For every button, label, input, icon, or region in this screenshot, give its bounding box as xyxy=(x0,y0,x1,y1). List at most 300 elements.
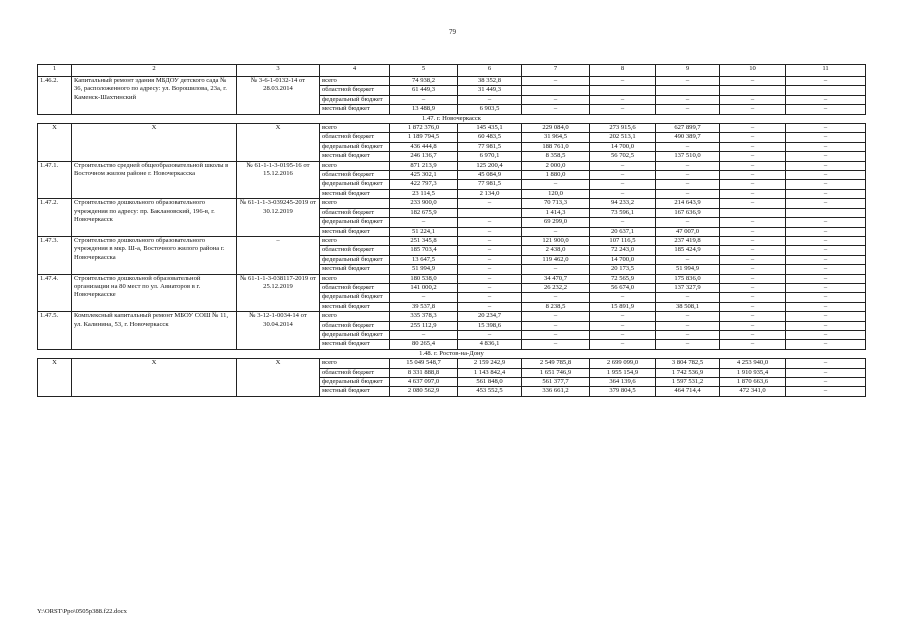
value-cell: – xyxy=(458,274,522,283)
value-cell: – xyxy=(786,312,866,321)
value-cell: 2 000,0 xyxy=(522,161,590,170)
value-cell: 125 200,4 xyxy=(458,161,522,170)
value-cell: – xyxy=(720,161,786,170)
value-cell: – xyxy=(656,142,720,151)
value-cell: – xyxy=(786,161,866,170)
value-cell: 6 903,5 xyxy=(458,105,522,114)
value-cell: – xyxy=(786,359,866,368)
value-cell: – xyxy=(590,321,656,330)
value-cell: – xyxy=(656,321,720,330)
column-header: 5 xyxy=(390,65,458,77)
item-name: Капитальный ремонт здания МБДОУ детского сада № 36, расположенного по адресу: ул. Ворошилова, 23а, г. Каменск-Шахтинский xyxy=(72,77,237,115)
value-cell: – xyxy=(720,312,786,321)
value-cell: – xyxy=(786,340,866,349)
value-cell: 237 419,8 xyxy=(656,236,720,245)
value-cell: – xyxy=(720,255,786,264)
value-cell: 8 331 888,8 xyxy=(390,368,458,377)
value-cell: – xyxy=(458,283,522,292)
item-code: № 61-1-1-3-0195-16 от 15.12.2016 xyxy=(237,161,320,199)
value-cell: 14 700,0 xyxy=(590,142,656,151)
value-cell: – xyxy=(390,218,458,227)
value-cell: 379 804,5 xyxy=(590,387,656,396)
value-cell: 182 675,9 xyxy=(390,208,458,217)
value-cell: – xyxy=(590,189,656,198)
value-cell: 175 836,0 xyxy=(656,274,720,283)
value-cell: 2 080 562,9 xyxy=(390,387,458,396)
value-cell: – xyxy=(590,105,656,114)
funding-source: местный бюджет xyxy=(320,227,390,236)
section-row xyxy=(38,349,866,358)
item-name: X xyxy=(72,124,237,162)
value-cell: – xyxy=(720,152,786,161)
value-cell: 119 462,0 xyxy=(522,255,590,264)
value-cell: – xyxy=(590,171,656,180)
value-cell: – xyxy=(458,218,522,227)
table-row xyxy=(38,274,866,283)
value-cell: – xyxy=(458,246,522,255)
value-cell: – xyxy=(720,265,786,274)
value-cell: – xyxy=(522,227,590,236)
item-name: Строительство дошкольной образовательной организации на 80 мест по ул. Авиаторов в г. Новочеркасске xyxy=(72,274,237,312)
value-cell: 180 538,0 xyxy=(390,274,458,283)
footer-file-path: Y:\ORST\Ppo\0505p388.f22.docx xyxy=(37,608,127,615)
item-number: 1.47.4. xyxy=(38,274,72,312)
value-cell: 1 189 794,5 xyxy=(390,133,458,142)
value-cell: 251 345,8 xyxy=(390,236,458,245)
value-cell: – xyxy=(458,330,522,339)
value-cell: – xyxy=(786,378,866,387)
value-cell: 364 139,6 xyxy=(590,378,656,387)
item-code: № 61-1-1-3-039245-2019 от 30.12.2019 xyxy=(237,199,320,237)
funding-source: всего xyxy=(320,161,390,170)
value-cell: – xyxy=(720,246,786,255)
value-cell: 38 508,1 xyxy=(656,302,720,311)
value-cell: – xyxy=(590,293,656,302)
value-cell: – xyxy=(590,312,656,321)
value-cell: 4 253 940,0 xyxy=(720,359,786,368)
value-cell: 72 243,0 xyxy=(590,246,656,255)
value-cell xyxy=(720,86,786,95)
value-cell: 31 964,5 xyxy=(522,133,590,142)
value-cell: 436 444,8 xyxy=(390,142,458,151)
value-cell: – xyxy=(786,95,866,104)
funding-source: местный бюджет xyxy=(320,152,390,161)
item-name: Строительство дошкольного образовательного учреждения в мкр. Ш-а, Восточного жилого района г. Новочеркасска xyxy=(72,236,237,274)
funding-source: местный бюджет xyxy=(320,105,390,114)
value-cell: 56 674,0 xyxy=(590,283,656,292)
funding-source: всего xyxy=(320,124,390,133)
value-cell: – xyxy=(390,293,458,302)
value-cell: – xyxy=(720,321,786,330)
value-cell: – xyxy=(656,330,720,339)
value-cell: 1 880,0 xyxy=(522,171,590,180)
value-cell xyxy=(786,86,866,95)
value-cell: – xyxy=(522,105,590,114)
column-header: 1 xyxy=(38,65,72,77)
value-cell: – xyxy=(720,227,786,236)
table-row xyxy=(38,77,866,86)
value-cell: 60 483,5 xyxy=(458,133,522,142)
value-cell: – xyxy=(786,246,866,255)
value-cell: 4 836,1 xyxy=(458,340,522,349)
value-cell: – xyxy=(786,105,866,114)
funding-source: местный бюджет xyxy=(320,265,390,274)
value-cell: 185 703,4 xyxy=(390,246,458,255)
value-cell: 137 510,0 xyxy=(656,152,720,161)
value-cell: 3 804 782,5 xyxy=(656,359,720,368)
value-cell xyxy=(786,208,866,217)
value-cell: 1 872 376,0 xyxy=(390,124,458,133)
value-cell: 1 143 842,4 xyxy=(458,368,522,377)
funding-source: всего xyxy=(320,199,390,208)
value-cell: – xyxy=(720,142,786,151)
value-cell: 77 981,5 xyxy=(458,142,522,151)
item-code: № 3-6-1-0132-14 от 28.03.2014 xyxy=(237,77,320,115)
page-number: 79 xyxy=(449,28,456,36)
table-header-row xyxy=(38,65,866,77)
value-cell: 107 116,5 xyxy=(590,236,656,245)
column-header: 3 xyxy=(237,65,320,77)
value-cell: – xyxy=(656,105,720,114)
column-header: 9 xyxy=(656,65,720,77)
column-header: 8 xyxy=(590,65,656,77)
value-cell: 627 899,7 xyxy=(656,124,720,133)
item-name: Строительство средней общеобразовательной школы в Восточном жилом районе г. Новочеркасска xyxy=(72,161,237,199)
value-cell: 2 438,0 xyxy=(522,246,590,255)
value-cell: 2 134,0 xyxy=(458,189,522,198)
value-cell: 14 700,0 xyxy=(590,255,656,264)
value-cell: – xyxy=(522,321,590,330)
value-cell: 34 470,7 xyxy=(522,274,590,283)
value-cell: – xyxy=(720,330,786,339)
value-cell: – xyxy=(522,312,590,321)
value-cell: – xyxy=(786,283,866,292)
value-cell: 77 981,5 xyxy=(458,180,522,189)
value-cell: 23 114,5 xyxy=(390,189,458,198)
value-cell: – xyxy=(720,199,786,208)
value-cell: – xyxy=(590,180,656,189)
value-cell xyxy=(590,86,656,95)
value-cell: 13 647,5 xyxy=(390,255,458,264)
value-cell: – xyxy=(458,199,522,208)
value-cell: – xyxy=(786,77,866,86)
value-cell: – xyxy=(720,274,786,283)
funding-source: всего xyxy=(320,77,390,86)
value-cell: – xyxy=(590,218,656,227)
value-cell: 74 938,2 xyxy=(390,77,458,86)
value-cell: – xyxy=(590,161,656,170)
value-cell: 51 994,9 xyxy=(656,265,720,274)
funding-source: всего xyxy=(320,274,390,283)
value-cell: 561 848,0 xyxy=(458,378,522,387)
funding-source: федеральный бюджет xyxy=(320,293,390,302)
item-number: X xyxy=(38,359,72,397)
value-cell: 425 302,1 xyxy=(390,171,458,180)
value-cell: – xyxy=(786,218,866,227)
value-cell: 69 299,0 xyxy=(522,218,590,227)
value-cell: 70 713,3 xyxy=(522,199,590,208)
item-number: 1.46.2. xyxy=(38,77,72,115)
funding-source: всего xyxy=(320,359,390,368)
value-cell: – xyxy=(590,330,656,339)
value-cell: – xyxy=(522,265,590,274)
value-cell: 45 084,9 xyxy=(458,171,522,180)
funding-source: местный бюджет xyxy=(320,189,390,198)
value-cell: – xyxy=(720,293,786,302)
value-cell xyxy=(656,86,720,95)
value-cell: – xyxy=(458,302,522,311)
value-cell: 1 597 531,2 xyxy=(656,378,720,387)
funding-source: областной бюджет xyxy=(320,246,390,255)
section-row xyxy=(38,114,866,123)
value-cell: 214 643,9 xyxy=(656,199,720,208)
table-row xyxy=(38,161,866,170)
funding-source: областной бюджет xyxy=(320,86,390,95)
value-cell: 561 377,7 xyxy=(522,378,590,387)
value-cell: – xyxy=(656,340,720,349)
value-cell: 51 224,1 xyxy=(390,227,458,236)
value-cell: 72 565,9 xyxy=(590,274,656,283)
value-cell: – xyxy=(458,95,522,104)
value-cell: 56 702,5 xyxy=(590,152,656,161)
value-cell: – xyxy=(458,293,522,302)
value-cell: 8 358,5 xyxy=(522,152,590,161)
value-cell: 2 699 099,0 xyxy=(590,359,656,368)
value-cell: 1 870 663,6 xyxy=(720,378,786,387)
table-row xyxy=(38,312,866,321)
value-cell: – xyxy=(656,255,720,264)
item-code: X xyxy=(237,359,320,397)
value-cell: 39 537,8 xyxy=(390,302,458,311)
value-cell: 61 449,3 xyxy=(390,86,458,95)
value-cell: 137 327,9 xyxy=(656,283,720,292)
value-cell: 20 173,5 xyxy=(590,265,656,274)
value-cell xyxy=(458,208,522,217)
value-cell: 2 549 785,8 xyxy=(522,359,590,368)
funding-source: местный бюджет xyxy=(320,387,390,396)
value-cell: – xyxy=(786,302,866,311)
funding-source: всего xyxy=(320,236,390,245)
value-cell: – xyxy=(656,218,720,227)
item-number: 1.47.2. xyxy=(38,199,72,237)
funding-source: федеральный бюджет xyxy=(320,255,390,264)
value-cell: 47 007,0 xyxy=(656,227,720,236)
value-cell: 453 552,5 xyxy=(458,387,522,396)
value-cell xyxy=(720,208,786,217)
value-cell: – xyxy=(656,95,720,104)
value-cell: – xyxy=(720,105,786,114)
value-cell: – xyxy=(786,124,866,133)
funding-source: федеральный бюджет xyxy=(320,142,390,151)
item-number: X xyxy=(38,124,72,162)
table-row xyxy=(38,359,866,368)
funding-source: областной бюджет xyxy=(320,321,390,330)
item-code: № 61-1-1-3-038117-2019 от 25.12.2019 xyxy=(237,274,320,312)
value-cell: 185 424,9 xyxy=(656,246,720,255)
value-cell: – xyxy=(720,95,786,104)
value-cell: – xyxy=(390,330,458,339)
value-cell: 1 742 536,9 xyxy=(656,368,720,377)
value-cell: 20 637,1 xyxy=(590,227,656,236)
value-cell: – xyxy=(786,227,866,236)
value-cell: – xyxy=(786,171,866,180)
value-cell: – xyxy=(590,95,656,104)
value-cell: 15 891,9 xyxy=(590,302,656,311)
value-cell: 15 398,6 xyxy=(458,321,522,330)
funding-source: областной бюджет xyxy=(320,133,390,142)
value-cell: 13 488,9 xyxy=(390,105,458,114)
item-number: 1.47.1. xyxy=(38,161,72,199)
funding-source: федеральный бюджет xyxy=(320,378,390,387)
section-title: 1.48. г. Ростов-на-Дону xyxy=(38,349,866,358)
value-cell: – xyxy=(786,199,866,208)
value-cell: 167 636,9 xyxy=(656,208,720,217)
column-header: 7 xyxy=(522,65,590,77)
value-cell: – xyxy=(590,340,656,349)
value-cell: – xyxy=(522,293,590,302)
funding-source: местный бюджет xyxy=(320,302,390,311)
value-cell: 1 414,3 xyxy=(522,208,590,217)
value-cell: – xyxy=(720,180,786,189)
value-cell: – xyxy=(720,124,786,133)
value-cell: – xyxy=(786,133,866,142)
value-cell: – xyxy=(522,340,590,349)
value-cell: – xyxy=(786,236,866,245)
section-title: 1.47. г. Новочеркасск xyxy=(38,114,866,123)
value-cell: – xyxy=(720,218,786,227)
value-cell xyxy=(522,86,590,95)
value-cell: 422 797,3 xyxy=(390,180,458,189)
item-name: Комплексный капитальный ремонт МБОУ СОШ № 11, ул. Калинина, 53, г. Новочеркасск xyxy=(72,312,237,350)
value-cell: 20 234,7 xyxy=(458,312,522,321)
funding-source: федеральный бюджет xyxy=(320,330,390,339)
value-cell: 1 651 746,9 xyxy=(522,368,590,377)
value-cell: – xyxy=(720,171,786,180)
value-cell: – xyxy=(656,180,720,189)
value-cell: – xyxy=(786,180,866,189)
value-cell: 15 049 548,7 xyxy=(390,359,458,368)
value-cell: 51 994,9 xyxy=(390,265,458,274)
value-cell: – xyxy=(720,189,786,198)
column-header: 4 xyxy=(320,65,390,77)
column-header: 10 xyxy=(720,65,786,77)
funding-source: федеральный бюджет xyxy=(320,95,390,104)
value-cell: – xyxy=(458,227,522,236)
value-cell: 335 378,3 xyxy=(390,312,458,321)
value-cell: 8 238,5 xyxy=(522,302,590,311)
item-code: – xyxy=(237,236,320,274)
funding-source: федеральный бюджет xyxy=(320,180,390,189)
value-cell: 4 637 097,0 xyxy=(390,378,458,387)
budget-table xyxy=(37,64,866,397)
value-cell: – xyxy=(656,171,720,180)
value-cell: – xyxy=(720,133,786,142)
value-cell: 31 449,3 xyxy=(458,86,522,95)
value-cell: – xyxy=(656,161,720,170)
value-cell: 2 159 242,9 xyxy=(458,359,522,368)
funding-source: местный бюджет xyxy=(320,340,390,349)
value-cell: – xyxy=(786,387,866,396)
column-header: 2 xyxy=(72,65,237,77)
value-cell: – xyxy=(522,77,590,86)
value-cell: – xyxy=(720,283,786,292)
value-cell: – xyxy=(786,274,866,283)
item-name: X xyxy=(72,359,237,397)
value-cell: – xyxy=(522,330,590,339)
value-cell: 141 000,2 xyxy=(390,283,458,292)
column-header: 11 xyxy=(786,65,866,77)
value-cell: 273 915,6 xyxy=(590,124,656,133)
value-cell: 202 513,1 xyxy=(590,133,656,142)
value-cell: 73 596,1 xyxy=(590,208,656,217)
value-cell: – xyxy=(720,302,786,311)
table-row xyxy=(38,199,866,208)
value-cell: – xyxy=(522,180,590,189)
item-code: X xyxy=(237,124,320,162)
value-cell: 229 084,0 xyxy=(522,124,590,133)
value-cell: – xyxy=(786,330,866,339)
funding-source: областной бюджет xyxy=(320,283,390,292)
value-cell: – xyxy=(786,368,866,377)
value-cell: 336 661,2 xyxy=(522,387,590,396)
value-cell: 246 136,7 xyxy=(390,152,458,161)
value-cell: 121 900,0 xyxy=(522,236,590,245)
funding-source: федеральный бюджет xyxy=(320,218,390,227)
value-cell: 38 352,8 xyxy=(458,77,522,86)
value-cell: 120,0 xyxy=(522,189,590,198)
table-row xyxy=(38,236,866,245)
value-cell: 1 910 935,4 xyxy=(720,368,786,377)
funding-source: областной бюджет xyxy=(320,171,390,180)
value-cell: – xyxy=(786,255,866,264)
column-header: 6 xyxy=(458,65,522,77)
value-cell: – xyxy=(720,236,786,245)
funding-source: областной бюджет xyxy=(320,368,390,377)
value-cell: 472 341,0 xyxy=(720,387,786,396)
value-cell: 464 714,4 xyxy=(656,387,720,396)
value-cell: 188 761,0 xyxy=(522,142,590,151)
item-number: 1.47.5. xyxy=(38,312,72,350)
value-cell: – xyxy=(390,95,458,104)
value-cell: – xyxy=(656,293,720,302)
value-cell: – xyxy=(522,95,590,104)
value-cell: – xyxy=(786,142,866,151)
value-cell: – xyxy=(458,236,522,245)
value-cell: 490 389,7 xyxy=(656,133,720,142)
value-cell: – xyxy=(656,312,720,321)
value-cell: 6 970,1 xyxy=(458,152,522,161)
value-cell: 255 112,9 xyxy=(390,321,458,330)
value-cell: – xyxy=(458,265,522,274)
value-cell: – xyxy=(656,77,720,86)
item-code: № 3-12-1-0034-14 от 30.04.2014 xyxy=(237,312,320,350)
value-cell: – xyxy=(590,77,656,86)
value-cell: – xyxy=(786,152,866,161)
value-cell: 233 900,0 xyxy=(390,199,458,208)
value-cell: – xyxy=(786,321,866,330)
value-cell: – xyxy=(720,340,786,349)
value-cell: 80 265,4 xyxy=(390,340,458,349)
value-cell: 145 435,1 xyxy=(458,124,522,133)
funding-source: областной бюджет xyxy=(320,208,390,217)
value-cell: 871 213,9 xyxy=(390,161,458,170)
item-name: Строительство дошкольного образовательного учреждения по адресу: пр. Баклановский, 196-в, г. Новочеркасск xyxy=(72,199,237,237)
value-cell: 26 232,2 xyxy=(522,283,590,292)
value-cell: 94 233,2 xyxy=(590,199,656,208)
funding-source: всего xyxy=(320,312,390,321)
value-cell: – xyxy=(786,293,866,302)
value-cell: – xyxy=(786,265,866,274)
